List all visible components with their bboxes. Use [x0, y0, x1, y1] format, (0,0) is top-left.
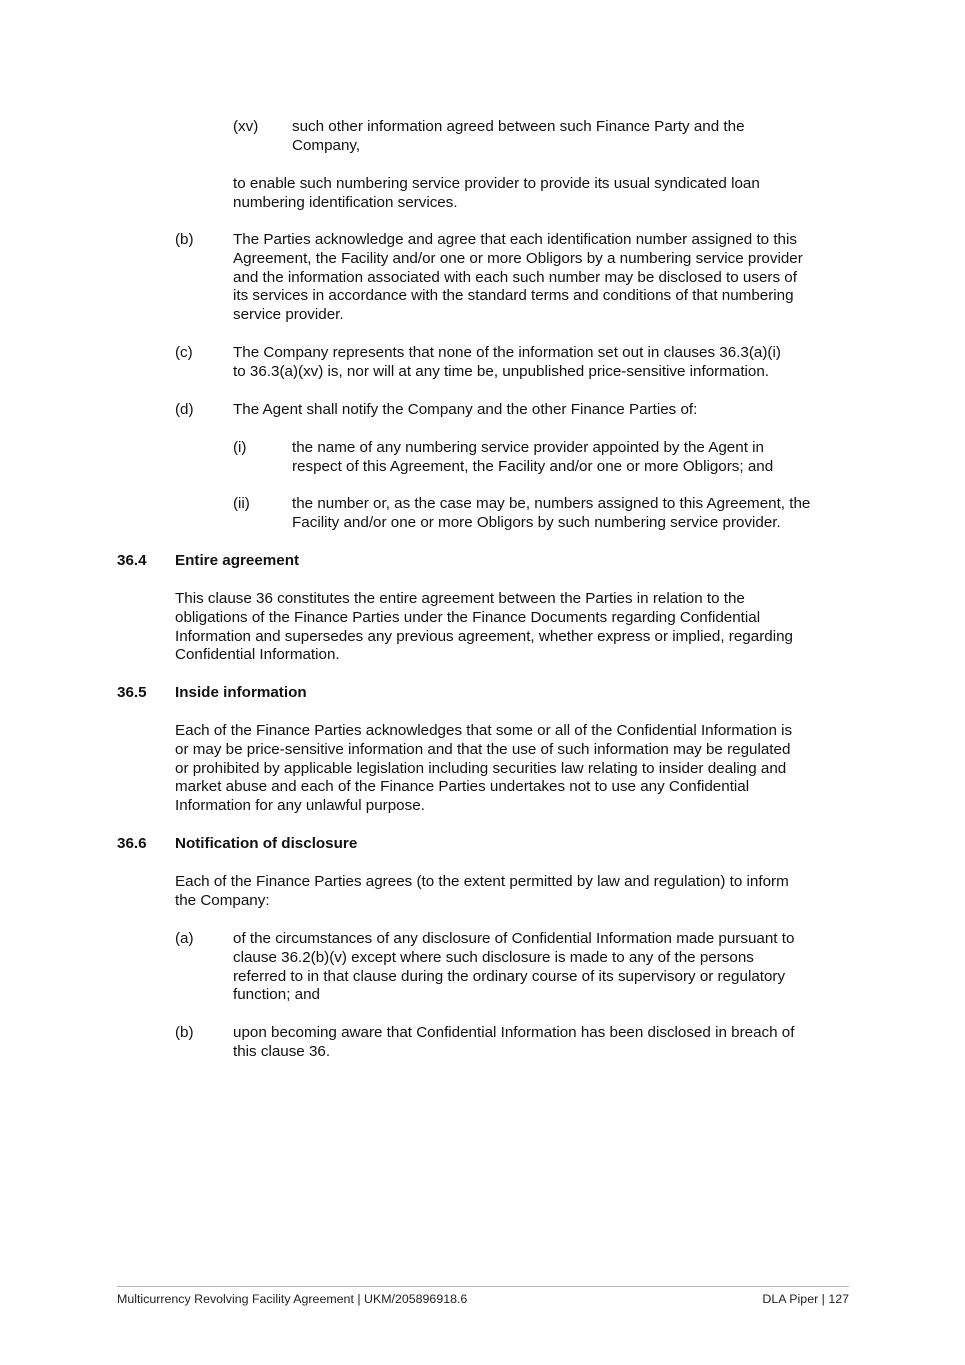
- enable-paragraph: to enable such numbering service provider to provide its usual syndicated loan numbering identification services.: [233, 175, 760, 211]
- para-d-text: The Agent shall notify the Company and the other Finance Parties of:: [233, 401, 698, 418]
- para-d-label: (d): [175, 401, 194, 418]
- para-d-i-label: (i): [233, 439, 247, 456]
- para-d-i-text: the name of any numbering service provider appointed by the Agent in respect of this Agreement, the Facility and/or one or more Obligors; and: [292, 439, 774, 475]
- section-36-6-body: Each of the Finance Parties agrees (to the extent permitted by law and regulation) to inform the Company:: [175, 873, 789, 909]
- section-36-6-item-a-text: of the circumstances of any disclosure of Confidential Information made pursuant to clause 36.2(b)(v) except where such disclosure is made to any of the persons referred to in that clause during the ordinary course of its supervisory or regulatory function; and: [233, 930, 795, 1004]
- item-xv-text: such other information agreed between such Finance Party and the Company,: [292, 118, 745, 154]
- item-xv-label: (xv): [233, 118, 259, 135]
- section-36-6-item-a-label: (a): [175, 930, 194, 947]
- para-d-ii-text: the number or, as the case may be, numbers assigned to this Agreement, the Facility and/or one or more Obligors by such numbering service provider.: [292, 495, 811, 531]
- section-36-6-item-b-label: (b): [175, 1024, 194, 1041]
- section-36-5-body: Each of the Finance Parties acknowledges that some or all of the Confidential Information is or may be price-sensitive information and that the use of such information may be regulated or prohibited by applicable legislation including securities law relating to insider dealing and market abuse and each of the Finance Parties undertakes not to use any Confidential Information for any unlawful purpose.: [175, 722, 793, 815]
- para-d-ii-label: (ii): [233, 495, 250, 512]
- section-36-6-number: 36.6: [117, 835, 147, 852]
- para-c-text: The Company represents that none of the information set out in clauses 36.3(a)(i) to 36.3(a)(xv) is, nor will at any time be, unpublished price-sensitive information.: [233, 344, 781, 380]
- section-36-5-number: 36.5: [117, 684, 147, 701]
- section-36-4-title: Entire agreement: [175, 552, 300, 569]
- para-b-text: The Parties acknowledge and agree that each identification number assigned to this Agreement, the Facility and/or one or more Obligors by a numbering service provider and the information associated with each such number may be disclosed to users of its services in accordance with the standard terms and conditions of that numbering service provider.: [233, 231, 803, 324]
- section-36-6-title: Notification of disclosure: [175, 835, 358, 852]
- section-36-5-title: Inside information: [175, 684, 307, 701]
- para-c-label: (c): [175, 344, 193, 361]
- footer-document-reference: Multicurrency Revolving Facility Agreement | UKM/205896918.6: [117, 1292, 468, 1306]
- section-36-6-item-b-text: upon becoming aware that Confidential Information has been disclosed in breach of this clause 36.: [233, 1024, 795, 1060]
- section-36-4-body: This clause 36 constitutes the entire agreement between the Parties in relation to the obligations of the Finance Parties under the Finance Documents regarding Confidential Information and supersedes any previous agreement, whether express or implied, regarding Confidential Information.: [175, 590, 793, 664]
- para-b-label: (b): [175, 231, 194, 248]
- footer-page-number: DLA Piper | 127: [762, 1292, 849, 1306]
- section-36-4-number: 36.4: [117, 552, 147, 569]
- footer-divider: [117, 1286, 849, 1287]
